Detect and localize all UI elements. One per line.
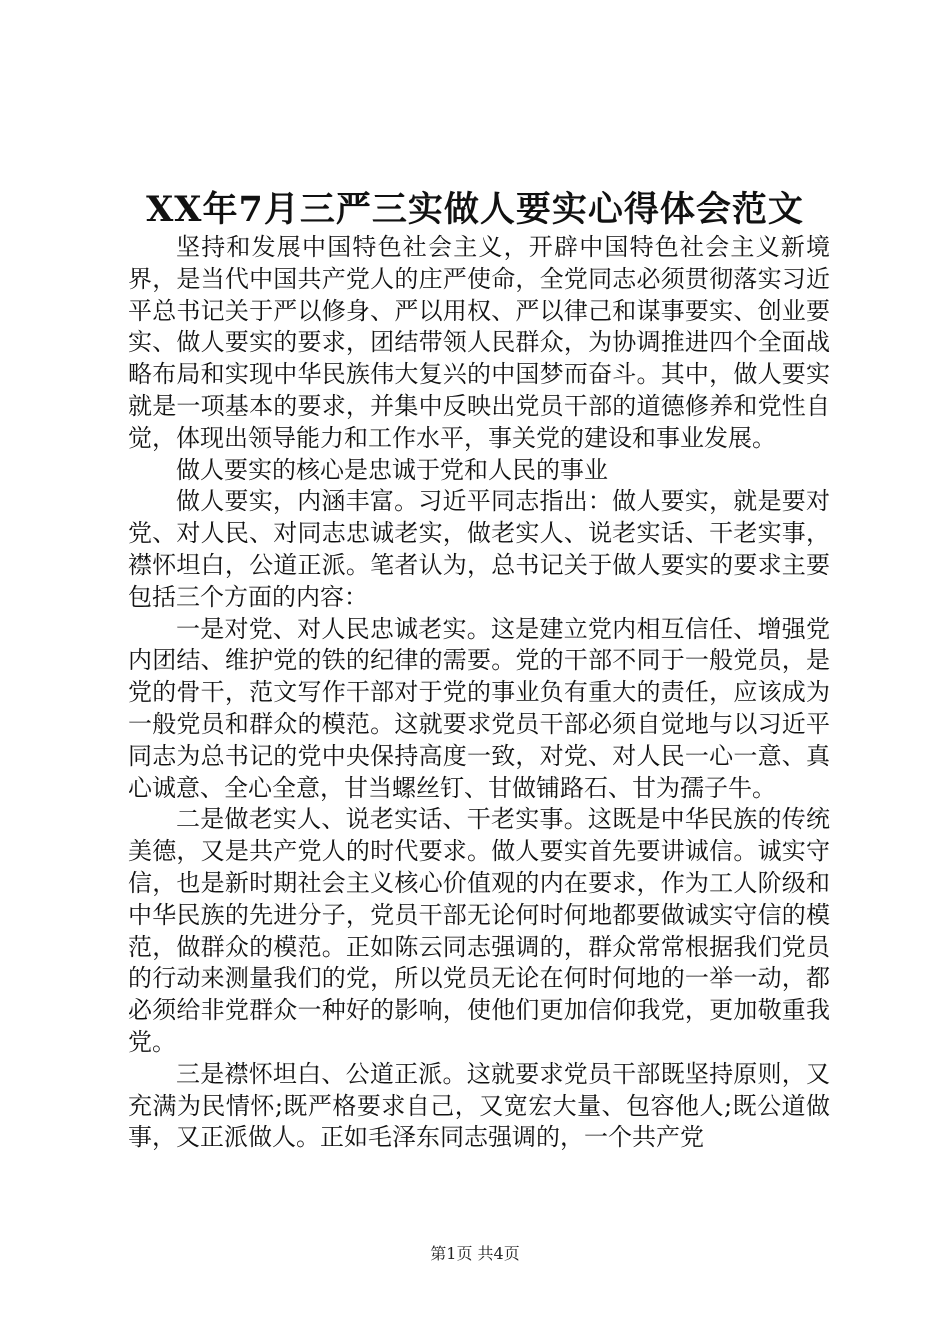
paragraph-definition: 做人要实，内涵丰富。习近平同志指出：做人要实，就是要对党、对人民、对同志忠诚老实，做老实人、说老实话、干老实事，襟怀坦白，公道正派。笔者认为，总书记关于做人要实的要求主要包括三个方面的内容：: [128, 487, 830, 611]
paragraph-point-one: 一是对党、对人民忠诚老实。这是建立党内相互信任、增强党内团结、维护党的铁的纪律的需要。党的干部不同于一般党员，是党的骨干，范文写作干部对于党的事业负有重大的责任，应该成为一般党员和群众的模范。这就要求党员干部必须自觉地与以习近平同志为总书记的党中央保持高度一致，对党、对人民一心一意、真心诚意、全心全意，甘当螺丝钉、甘做铺路石、甘为孺子牛。: [128, 614, 830, 802]
paragraph-intro: 坚持和发展中国特色社会主义，开辟中国特色社会主义新境界，是当代中国共产党人的庄严使命，全党同志必须贯彻落实习近平总书记关于严以修身、严以用权、严以律己和谋事要实、创业要实、做人要实的要求，团结带领人民群众，为协调推进四个全面战略布局和实现中华民族伟大复兴的中国梦而奋斗。其中，做人要实就是一项基本的要求，并集中反映出党员干部的道德修养和党性自觉，体现出领导能力和工作水平，事关党的建设和事业发展。: [128, 233, 830, 452]
paragraph-point-two: 二是做老实人、说老实话、干老实事。这既是中华民族的传统美德，又是共产党人的时代要求。做人要实首先要讲诚信。诚实守信，也是新时期社会主义核心价值观的内在要求，作为工人阶级和中华民族的先进分子，党员干部无论何时何地都要做诚实守信的模范，做群众的模范。正如陈云同志强调的，群众常常根据我们党员的行动来测量我们的党，所以党员无论在何时何地的一举一动，都必须给非党群众一种好的影响，使他们更加信仰我党，更加敬重我党。: [128, 805, 830, 1056]
page-number-footer: 第1页 共4页: [430, 1244, 520, 1263]
paragraph-subheading: 做人要实的核心是忠诚于党和人民的事业: [176, 455, 608, 484]
paragraph-point-three: 三是襟怀坦白、公道正派。这就要求党员干部既坚持原则，又充满为民情怀;既严格要求自己，又宽宏大量、包容他人;既公道做事，又正派做人。正如毛泽东同志强调的，一个共产党: [128, 1059, 830, 1152]
document-body: [128, 232, 830, 1154]
document-title: XX年7月三严三实做人要实心得体会范文: [146, 189, 804, 230]
